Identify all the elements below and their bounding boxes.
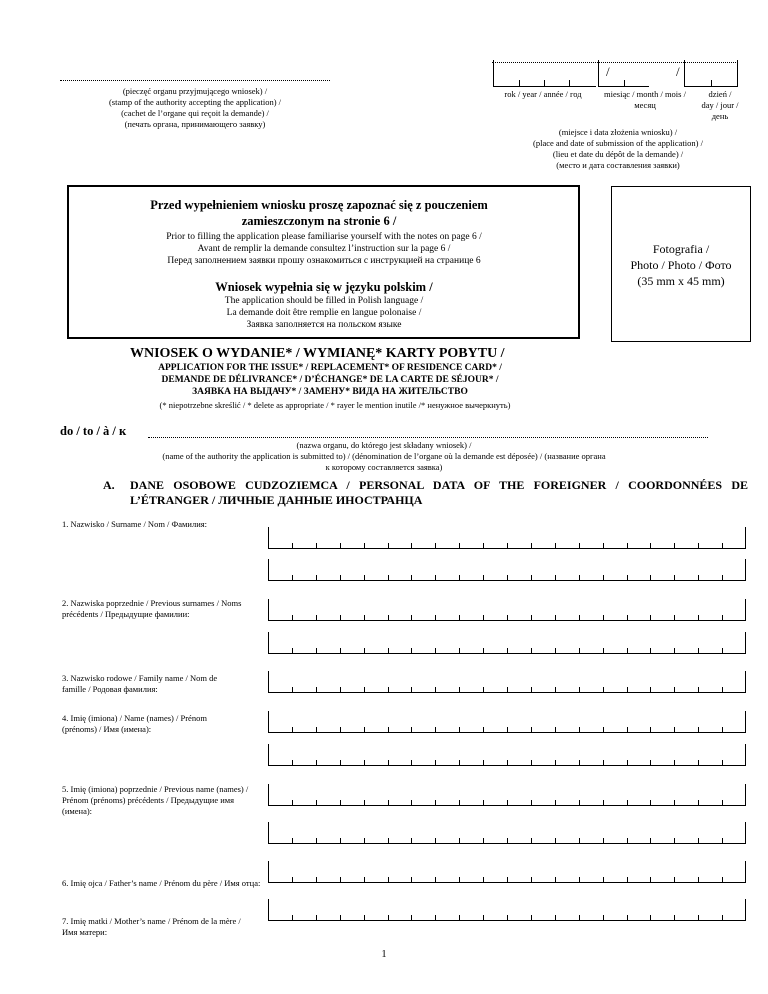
date-year-box[interactable] [493, 60, 596, 87]
photo-caption [612, 241, 750, 289]
language-heading: Wniosek wypełnia się w języku polskim / [215, 280, 433, 294]
form-subtitle-ru: ЗАЯВКА НА ВЫДАЧУ* / ЗАМЕНУ* ВИДА НА ЖИТЕЛЬСТВО [192, 387, 468, 397]
field-name-row-2[interactable] [268, 744, 746, 766]
stamp-caption-pl: (pieczęć organu przyjmującego wniosek) / [122, 86, 268, 96]
field-previous-names-row-1[interactable] [268, 784, 746, 806]
photo-box [611, 186, 751, 342]
field-previous-names-row-2[interactable] [268, 822, 746, 844]
form-subtitle-en: APPLICATION FOR THE ISSUE* / REPLACEMENT* OF RESIDENCE CARD* / [158, 363, 502, 373]
date-day-box[interactable] [684, 60, 738, 87]
field-father-name-row[interactable] [268, 861, 746, 883]
stamp-caption-en: (stamp of the authority accepting the application) / [108, 97, 282, 107]
field-father-name-label: 6. Imię ojca / Father’s name / Prénom du père / Имя отца: [62, 878, 261, 888]
date-separator-2: / [676, 64, 680, 79]
language-translations [89, 295, 559, 331]
field-surname-label: 1. Nazwisko / Surname / Nom / Фамилия: [62, 519, 208, 529]
field-name-label: 4. Imię (imiona) / Name (names) / Prénom (prénoms) / Имя (имена): [62, 713, 207, 734]
field-family-name-row[interactable] [268, 671, 746, 693]
date-separator-1: / [606, 64, 610, 79]
form-subtitle [90, 362, 570, 398]
year-label: rok / year / année / год [504, 89, 582, 99]
month-label-2: месяц [634, 100, 656, 110]
field-family-name-label: 3. Nazwisko rodowe / Family name / Nom de famille / Родовая фамилия: [62, 673, 218, 694]
form-subtitle-fr: DEMANDE DE DÉLIVRANCE* / D’ÉCHANGE* DE LA CARTE DE SÉJOUR* / [161, 375, 499, 385]
stamp-caption-fr: (cachet de l’organe qui reçoit la demande) / [121, 108, 269, 118]
day-label-3: день [711, 111, 729, 121]
language-line-ru: Заявка заполняется на польском языке [246, 320, 402, 330]
field-previous-names-label: 5. Imię (imiona) poprzednie / Previous name (names) / Prénom (prénoms) précédents / Предыдущие имя (имена): [62, 784, 249, 816]
notice-translations [89, 231, 559, 267]
photo-caption-2: Photo / Photo / Фото [630, 258, 732, 272]
field-name-row-1[interactable] [268, 711, 746, 733]
form-title: WNIOSEK O WYDANIE* / WYMIANĘ* KARTY POBYTU / [130, 346, 505, 361]
field-surname-row-1[interactable] [268, 527, 746, 549]
field-mother-name-row[interactable] [268, 899, 746, 921]
notice-line-fr: Avant de remplir la demande consultez l’instruction sur la page 6 / [197, 244, 451, 254]
place-caption-ru: (место и дата составления заявки) [556, 160, 680, 170]
notice-line-ru: Перед заполнением заявки прошу ознакомиться с инструкцией на странице 6 [167, 256, 481, 266]
page-number: 1 [381, 949, 387, 960]
section-a-heading: DANE OSOBOWE CUDZOZIEMCA / PERSONAL DATA OF THE FOREIGNER / COORDONNÉES DE L’ÉTRANGER / ЛИЧНЫЕ ДАННЫЕ ИНОСТРАНЦА [130, 478, 748, 507]
title-footnote: (* niepotrzebne skreślić / * delete as appropriate / * rayer le mention inutile /* ненужное вычеркнуть) [159, 400, 511, 410]
place-caption-fr: (lieu et date du dépôt de la demande) / [552, 149, 684, 159]
day-label-1: dzień / [708, 89, 732, 99]
place-caption [500, 127, 736, 171]
language-line-en: The application should be filled in Polish language / [224, 296, 424, 306]
addressee-caption-1: (nazwa organu, do którego jest składany wniosek) / [296, 440, 472, 450]
language-line-fr: La demande doit être remplie en langue polonaise / [226, 308, 422, 318]
field-surname-row-2[interactable] [268, 559, 746, 581]
day-label [690, 89, 750, 122]
notice-box [67, 185, 580, 339]
photo-caption-1: Fotografia / [652, 242, 710, 256]
day-label-2: day / jour / [701, 100, 739, 110]
addressee-caption-2: (name of the authority the application is submitted to) / (dénomination de l’organe où la demande est déposée) / (название органа [162, 451, 606, 461]
notice-line-en: Prior to filling the application please familiarise yourself with the notes on page 6 / [166, 232, 482, 242]
field-mother-name-label: 7. Imię matki / Mother’s name / Prénom de la mère / Имя матери: [62, 916, 241, 937]
stamp-caption-ru: (печать органа, принимающего заявку) [124, 119, 266, 129]
addressee-prefix: do / to / à / к [60, 424, 127, 438]
month-label [600, 89, 690, 111]
stamp-line [60, 80, 330, 81]
place-caption-pl: (miejsce i data złożenia wniosku) / [558, 127, 678, 137]
place-caption-en: (place and date of submission of the application) / [533, 138, 703, 148]
field-previous-surnames-row-1[interactable] [268, 599, 746, 621]
addressee-caption [60, 440, 708, 473]
section-a-letter: A. [103, 478, 115, 492]
month-label-1: miesiąc / month / mois / [604, 89, 686, 99]
addressee-caption-3: к которому составляется заявка) [325, 462, 443, 472]
addressee-line[interactable] [148, 437, 708, 438]
field-previous-surnames-row-2[interactable] [268, 632, 746, 654]
photo-caption-3: (35 mm x 45 mm) [637, 274, 725, 288]
field-previous-surnames-label: 2. Nazwiska poprzednie / Previous surnames / Noms précédents / Предыдущие фамилии: [62, 598, 242, 619]
notice-heading: Przed wypełnieniem wniosku proszę zapoznać się z pouczeniem zamieszczonym na stronie 6 / [150, 198, 488, 228]
stamp-caption [60, 86, 330, 130]
